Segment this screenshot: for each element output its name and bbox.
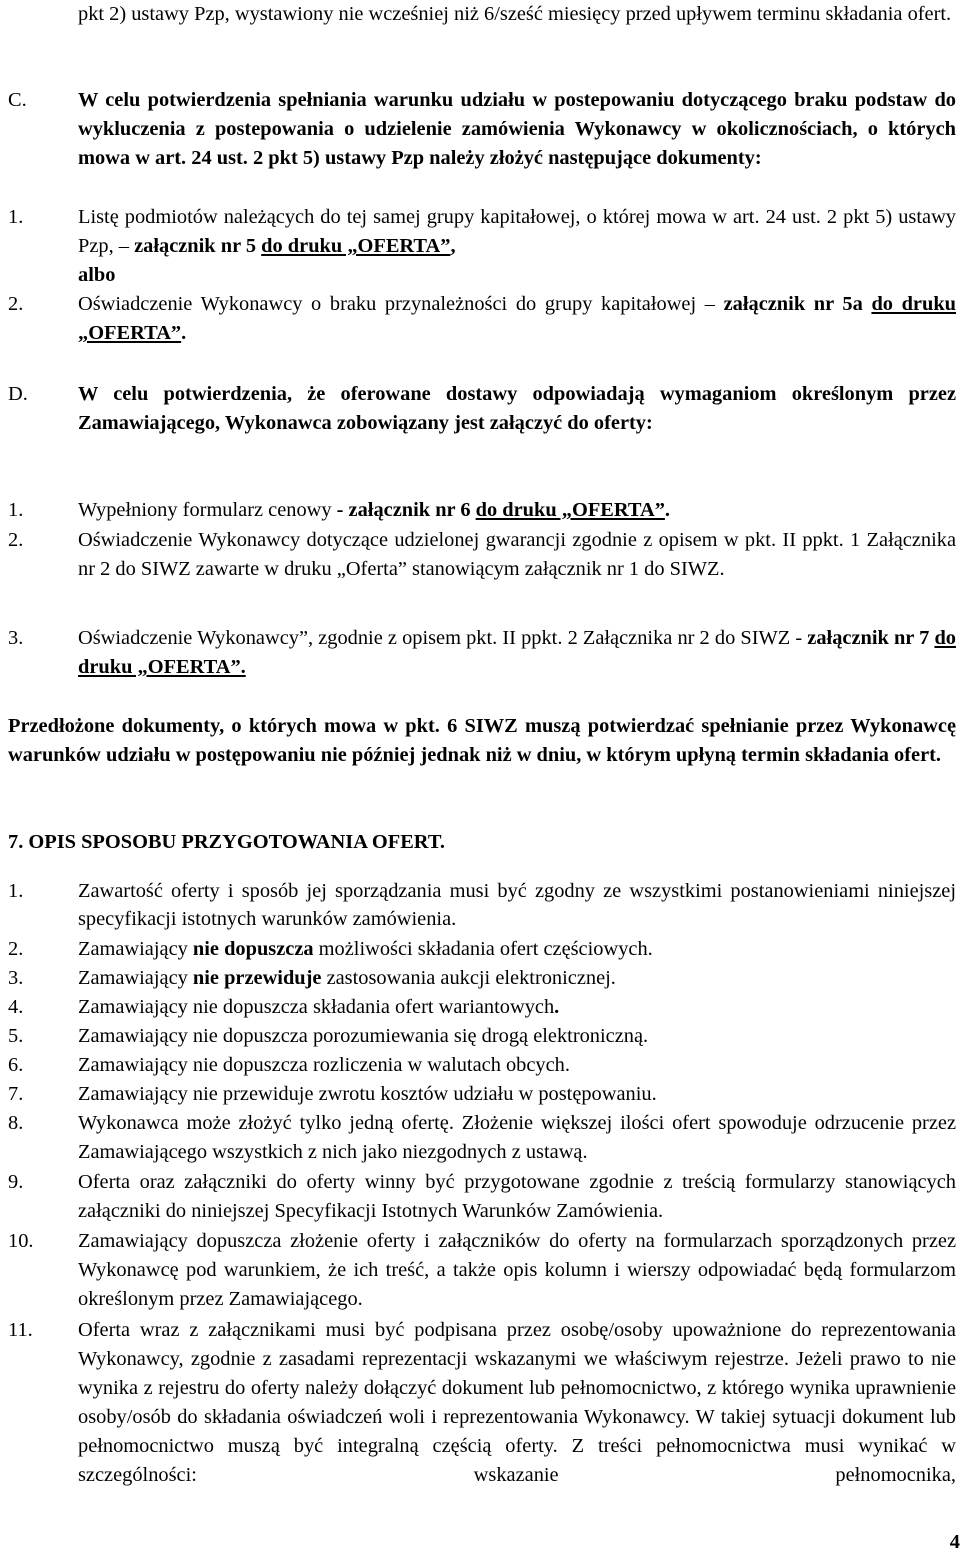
- section-7-title: 7. OPIS SPOSOBU PRZYGOTOWANIA OFERT.: [8, 831, 446, 853]
- section-c-item-1-attachment: załącznik nr 5: [129, 235, 262, 257]
- s7-item-3-pre: Zamawiający: [78, 967, 193, 989]
- section-d-item-2-number: 2.: [8, 529, 24, 551]
- s7-item-7-number: 7.: [8, 1083, 24, 1105]
- section-d-item-3-number: 3.: [8, 627, 24, 649]
- section-d-item-1-punct: .: [664, 499, 671, 521]
- s7-item-2-pre: Zamawiający: [78, 938, 193, 960]
- section-d-item-1: [78, 496, 956, 525]
- top-paragraph: pkt 2) ustawy Pzp, wystawiony nie wcześniej niż 6/sześć miesięcy przed upływem terminu składania ofert.: [78, 3, 952, 25]
- s7-item-5-number: 5.: [8, 1025, 24, 1047]
- section-c-item-1-form-ref: do druku „OFERTA”: [261, 235, 451, 257]
- section-c-item-1-number: 1.: [8, 206, 24, 228]
- s7-item-4: [78, 993, 956, 1022]
- section-d-item-3-attachment: załącznik nr 7: [807, 627, 935, 649]
- section-c-heading: W celu potwierdzenia spełniania warunku udziału w postepowaniu dotyczącego braku podstaw do wykluczenia z postepowania o udzielenie zamówienia Wykonawcy w okolicznościach, o których mowa w art. 24 ust. 2 pkt 5) ustawy Pzp należy złożyć następujące dokumenty:: [78, 89, 956, 169]
- section-c-item-2: [78, 290, 956, 348]
- section-d-item-1-attachment: - załącznik nr 6: [336, 499, 476, 521]
- section-d-item-1-number: 1.: [8, 499, 24, 521]
- s7-item-2-number: 2.: [8, 938, 24, 960]
- s7-item-1-number: 1.: [8, 880, 24, 902]
- s7-item-3: [78, 964, 956, 993]
- section-c-item-1: [78, 203, 956, 290]
- s7-item-11-text: Oferta wraz z załącznikami musi być podpisana przez osobę/osoby upoważnione do reprezentowania Wykonawcy, zgodnie z zasadami reprezentacji wskazanymi we właściwym rejestrze. Jeżeli prawo to nie wynika z rejestru do oferty należy dołączyć dokument lub pełnomocnictwo, z którego wynika uprawnienie osoby/osób do składania oświadczeń woli i reprezentowania Wykonawcy. W takiej sytuacji dokument lub pełnomocnictwo muszą być integralną częścią oferty. Z treści pełnomocnictwa musi wynikać w szczególności: wskazanie pełnomocnika,: [78, 1319, 956, 1486]
- s7-item-3-number: 3.: [8, 967, 24, 989]
- section-c-marker: C.: [8, 89, 27, 111]
- s7-item-5-text: Zamawiający nie dopuszcza porozumiewania się drogą elektroniczną.: [78, 1025, 649, 1047]
- section-c-item-2-dash: –: [704, 293, 715, 315]
- section-c-item-2-text: Oświadczenie Wykonawcy o braku przynależności do grupy kapitałowej: [78, 293, 705, 315]
- section-d-item-2-text: Oświadczenie Wykonawcy dotyczące udzielonej gwarancji zgodnie z opisem w pkt. II ppkt. 1 Załącznika nr 2 do SIWZ zawarte w druku „Oferta” stanowiącym załącznik nr 1 do SIWZ.: [78, 529, 956, 580]
- section-c-item-2-number: 2.: [8, 293, 24, 315]
- s7-item-8-number: 8.: [8, 1112, 24, 1134]
- s7-item-3-bold: nie przewiduje: [192, 967, 322, 989]
- s7-item-7-text: Zamawiający nie przewiduje zwrotu kosztów udziału w postępowaniu.: [78, 1083, 657, 1105]
- section-d-item-3-form-ref: do druku „OFERTA”.: [78, 627, 956, 678]
- s7-item-1-text: Zawartość oferty i sposób jej sporządzania musi być zgodny ze wszystkimi postanowieniami niniejszej specyfikacji istotnych warunków zamówienia.: [78, 880, 956, 930]
- section-d-item-3-text: Oświadczenie Wykonawcy”, zgodnie z opisem pkt. II ppkt. 2 Załącznika nr 2 do SIWZ -: [78, 627, 808, 649]
- section-c-item-1-or: albo: [78, 264, 116, 286]
- s7-item-9-number: 9.: [8, 1171, 24, 1193]
- s7-item-2: [78, 935, 956, 964]
- page-number: 4: [949, 1531, 960, 1553]
- section-d-item-3: [78, 624, 956, 682]
- s7-item-4-pre: Zamawiający nie dopuszcza składania ofert wariantowych: [78, 996, 555, 1018]
- section-c-item-2-attachment: załącznik nr 5a: [714, 293, 872, 315]
- s7-item-10-number: 10.: [8, 1230, 34, 1252]
- s7-item-11-number: 11.: [8, 1319, 33, 1341]
- section-d-heading: W celu potwierdzenia, że oferowane dostawy odpowiadają wymaganiom określonym przez Zamawiającego, Wykonawca zobowiązany jest załączyć do oferty:: [78, 383, 956, 434]
- s7-item-2-post: możliwości składania ofert częściowych.: [313, 938, 653, 960]
- section-d-item-1-form-ref: do druku „OFERTA”: [475, 499, 665, 521]
- s7-item-6-number: 6.: [8, 1054, 24, 1076]
- section-c-item-1-dash: –: [118, 235, 129, 257]
- s7-item-6-text: Zamawiający nie dopuszcza rozliczenia w walutach obcych.: [78, 1054, 570, 1076]
- s7-item-4-bold: .: [554, 996, 560, 1018]
- s7-item-3-post: zastosowania aukcji elektronicznej.: [321, 967, 616, 989]
- section-c-item-1-text: Listę podmiotów należących do tej samej grupy kapitałowej, o której mowa w art. 24 ust. 2 pkt 5) ustawy Pzp,: [78, 206, 956, 257]
- s7-item-9-text: Oferta oraz załączniki do oferty winny być przygotowane zgodnie z treścią formularzy stanowiących załączniki do niniejszej Specyfikacji Istotnych Warunków Zamówienia.: [78, 1171, 956, 1222]
- requirements-statement: Przedłożone dokumenty, o których mowa w pkt. 6 SIWZ muszą potwierdzać spełnianie przez Wykonawcę warunków udziału w postępowaniu nie później jednak niż w dniu, w którym upłyną termin składania ofert.: [8, 715, 956, 766]
- s7-item-10-text: Zamawiający dopuszcza złożenie oferty i załączników do oferty na formularzach sporządzonych przez Wykonawcę pod warunkiem, że ich treść, a także opis kolumn i wierszy odpowiadać będą formularzom określonym przez Zamawiającego.: [78, 1230, 956, 1310]
- section-c-item-2-form-ref: do druku „OFERTA”: [78, 293, 957, 344]
- s7-item-8-text: Wykonawca może złożyć tylko jedną ofertę. Złożenie większej ilości ofert spowoduje odrzucenie przez Zamawiającego wszystkich z nich jako niezgodnych z ustawą.: [78, 1112, 956, 1163]
- section-d-item-1-text: Wypełniony formularz cenowy: [78, 499, 337, 521]
- s7-item-4-number: 4.: [8, 996, 24, 1018]
- section-c-item-1-punct: ,: [450, 235, 456, 257]
- section-d-marker: D.: [8, 383, 28, 405]
- section-c-item-2-punct: .: [181, 322, 187, 344]
- s7-item-2-bold: nie dopuszcza: [192, 938, 314, 960]
